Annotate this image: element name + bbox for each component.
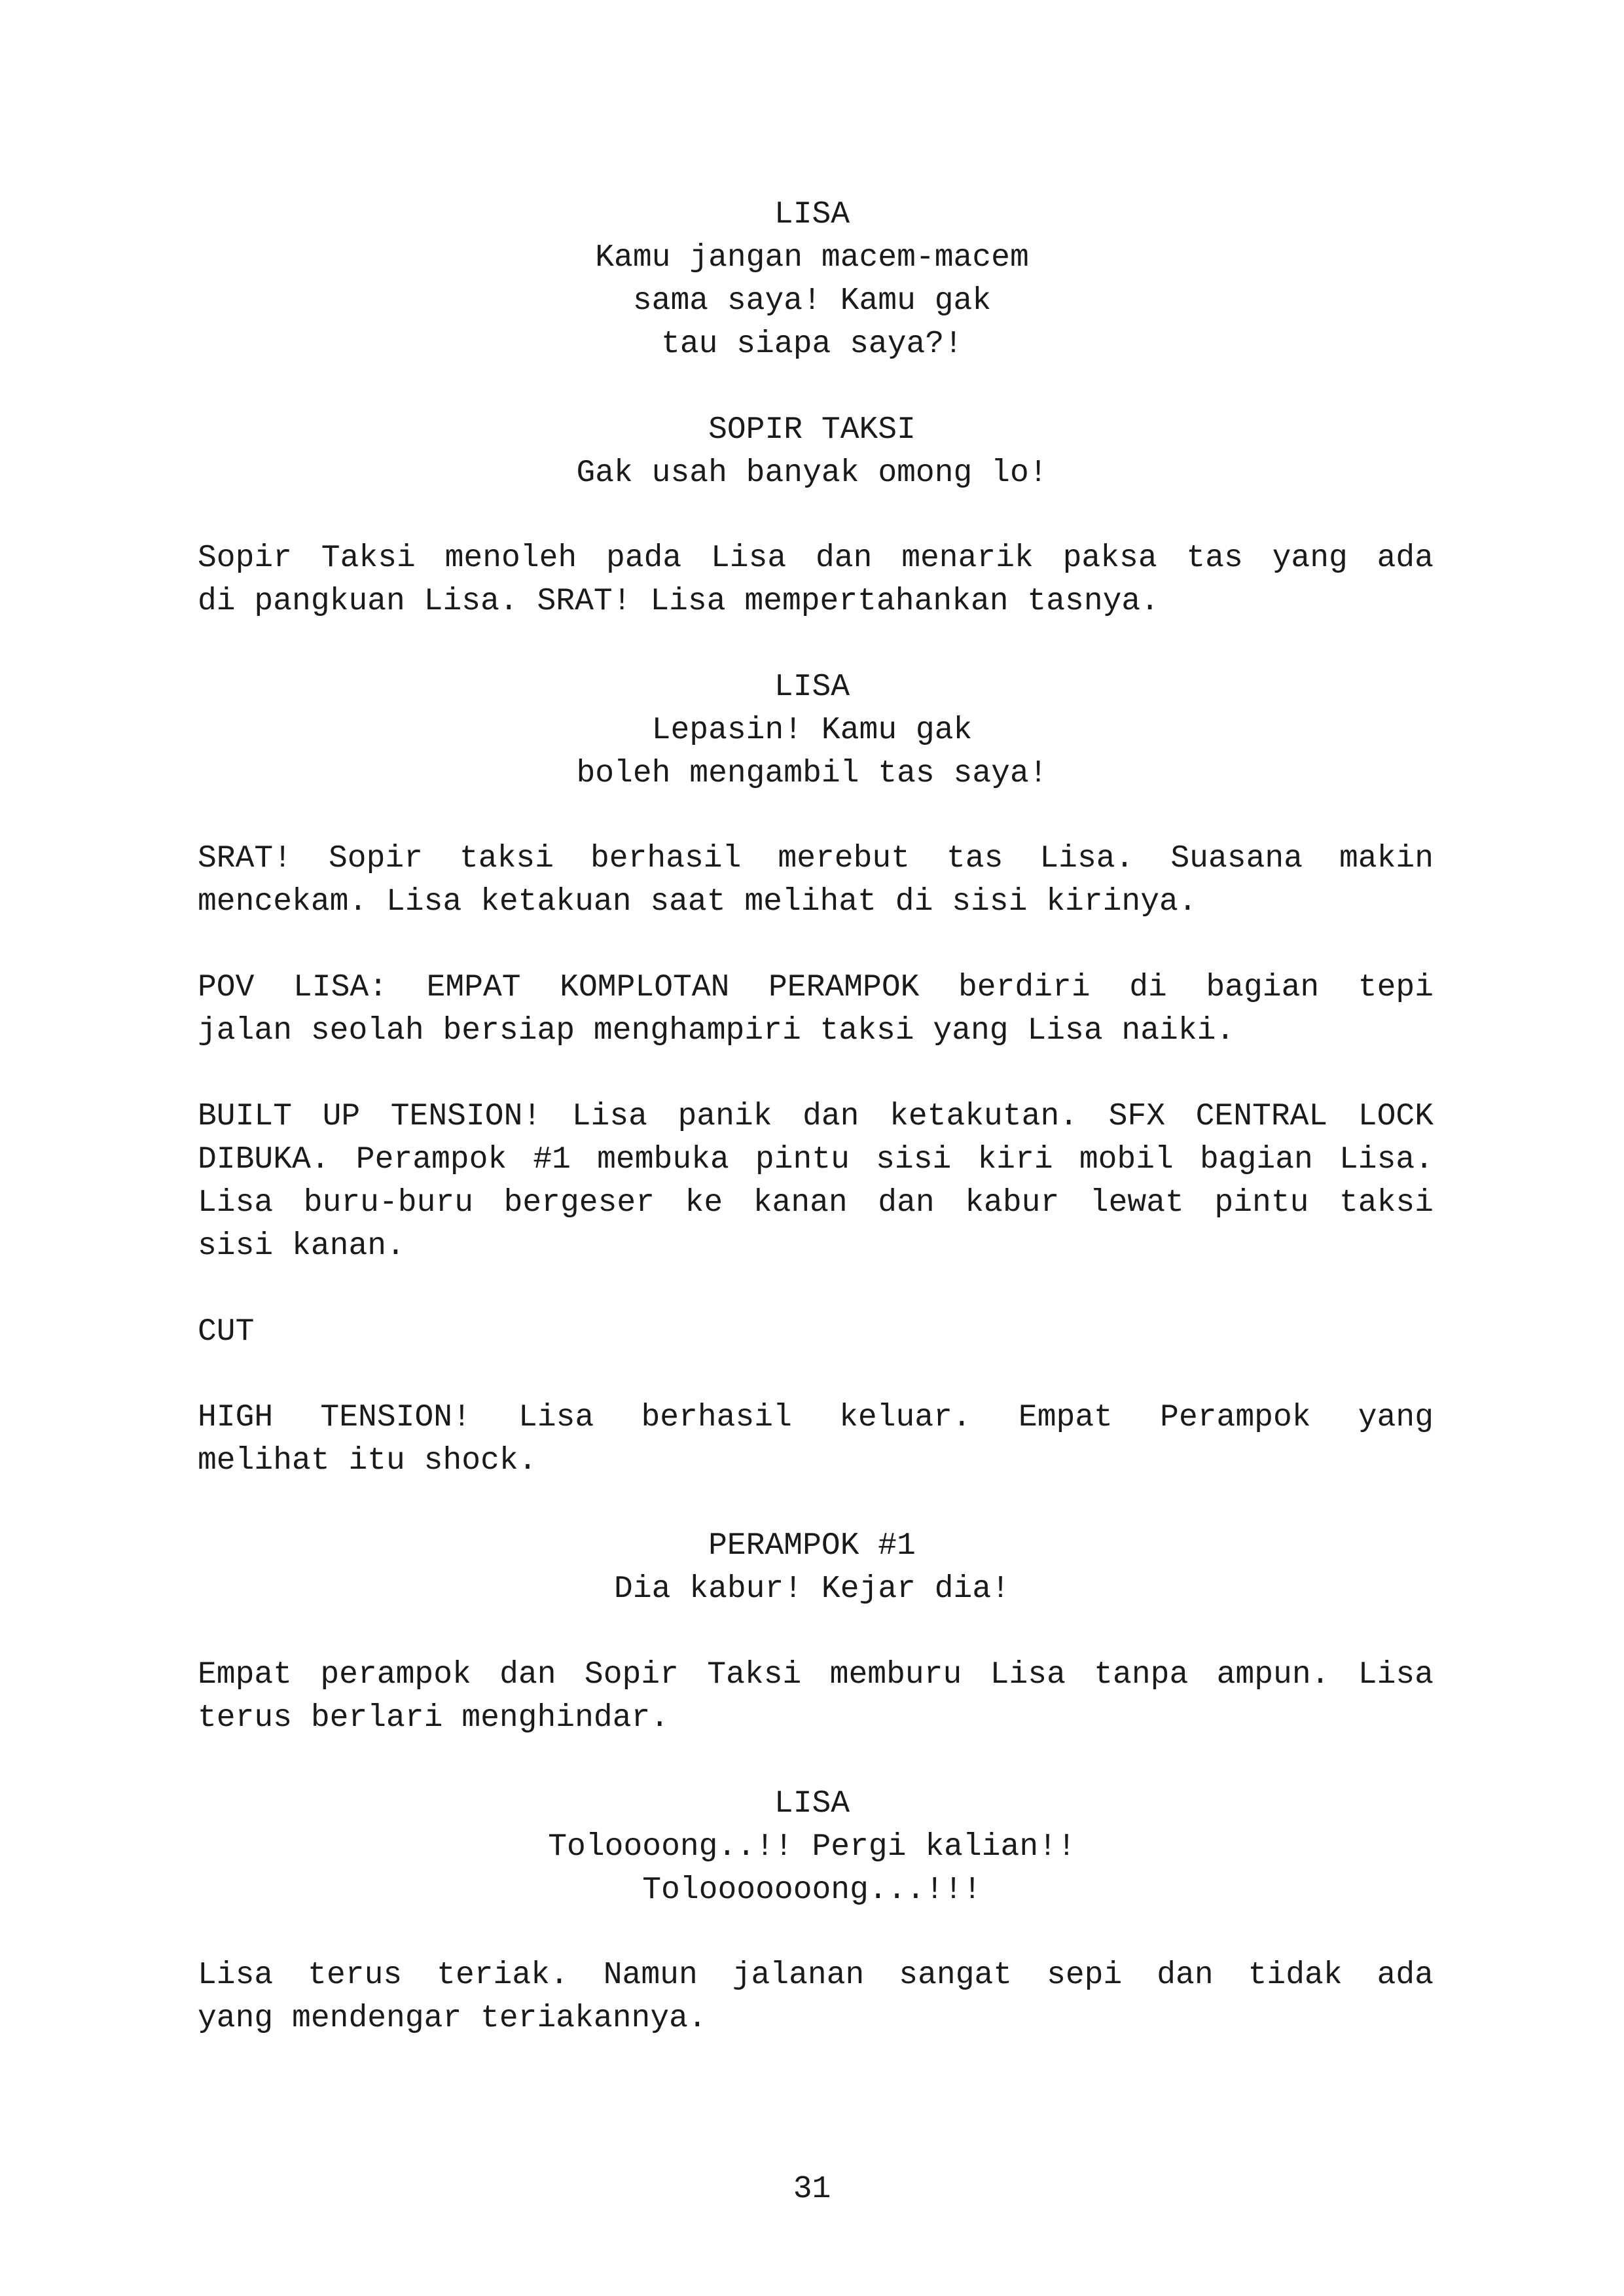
action-line: DIBUKA. Perampok #1 membuka pintu sisi kiri mobil bagian Lisa. (198, 1142, 1434, 1177)
dialogue-line: sama saya! Kamu gak (632, 283, 992, 319)
dialogue-line: Gak usah banyak omong lo! (576, 456, 1048, 491)
action-line: Sopir Taksi menoleh pada Lisa dan menarik paksa tas yang ada (198, 541, 1434, 576)
dialogue-line: Toloooong..!! Pergi kalian!! (548, 1829, 1076, 1865)
action-line: yang mendengar teriakannya. (198, 2001, 707, 2036)
dialogue-line: Dia kabur! Kejar dia! (614, 1571, 1010, 1607)
action-line: di pangkuan Lisa. SRAT! Lisa mempertahankan tasnya. (198, 584, 1160, 619)
character-name: LISA (774, 1786, 850, 1821)
action-line: sisi kanan. (198, 1229, 405, 1264)
action-line: Empat perampok dan Sopir Taksi memburu Lisa tanpa ampun. Lisa (198, 1657, 1434, 1693)
action-line: mencekam. Lisa ketakuan saat melihat di sisi kirinya. (198, 884, 1197, 920)
action-line: melihat itu shock. (198, 1443, 537, 1479)
page-number: 31 (793, 2172, 831, 2207)
character-name: PERAMPOK #1 (708, 1528, 916, 1564)
character-name: LISA (774, 670, 850, 705)
dialogue-line: Kamu jangan macem-macem (595, 240, 1029, 276)
action-line: HIGH TENSION! Lisa berhasil keluar. Empat Perampok yang (198, 1400, 1434, 1435)
character-name: LISA (774, 197, 850, 232)
dialogue-line: Lepasin! Kamu gak (651, 713, 973, 748)
action-line: jalan seolah bersiap menghampiri taksi yang Lisa naiki. (198, 1013, 1235, 1049)
transition: CUT (198, 1314, 255, 1350)
action-line: Lisa buru-buru bergeser ke kanan dan kabur lewat pintu taksi (198, 1185, 1434, 1221)
action-line: terus berlari menghindar. (198, 1700, 670, 1736)
dialogue-line: Tolooooooong...!!! (642, 1873, 982, 1908)
action-line: SRAT! Sopir taksi berhasil merebut tas Lisa. Suasana makin (198, 841, 1434, 876)
dialogue-line: boleh mengambil tas saya! (576, 756, 1048, 791)
character-name: SOPIR TAKSI (708, 412, 916, 448)
action-line: BUILT UP TENSION! Lisa panik dan ketakutan. SFX CENTRAL LOCK (198, 1099, 1434, 1134)
dialogue-line: tau siapa saya?! (661, 327, 963, 362)
action-line: POV LISA: EMPAT KOMPLOTAN PERAMPOK berdiri di bagian tepi (198, 970, 1434, 1005)
action-line: Lisa terus teriak. Namun jalanan sangat sepi dan tidak ada (198, 1958, 1434, 1993)
